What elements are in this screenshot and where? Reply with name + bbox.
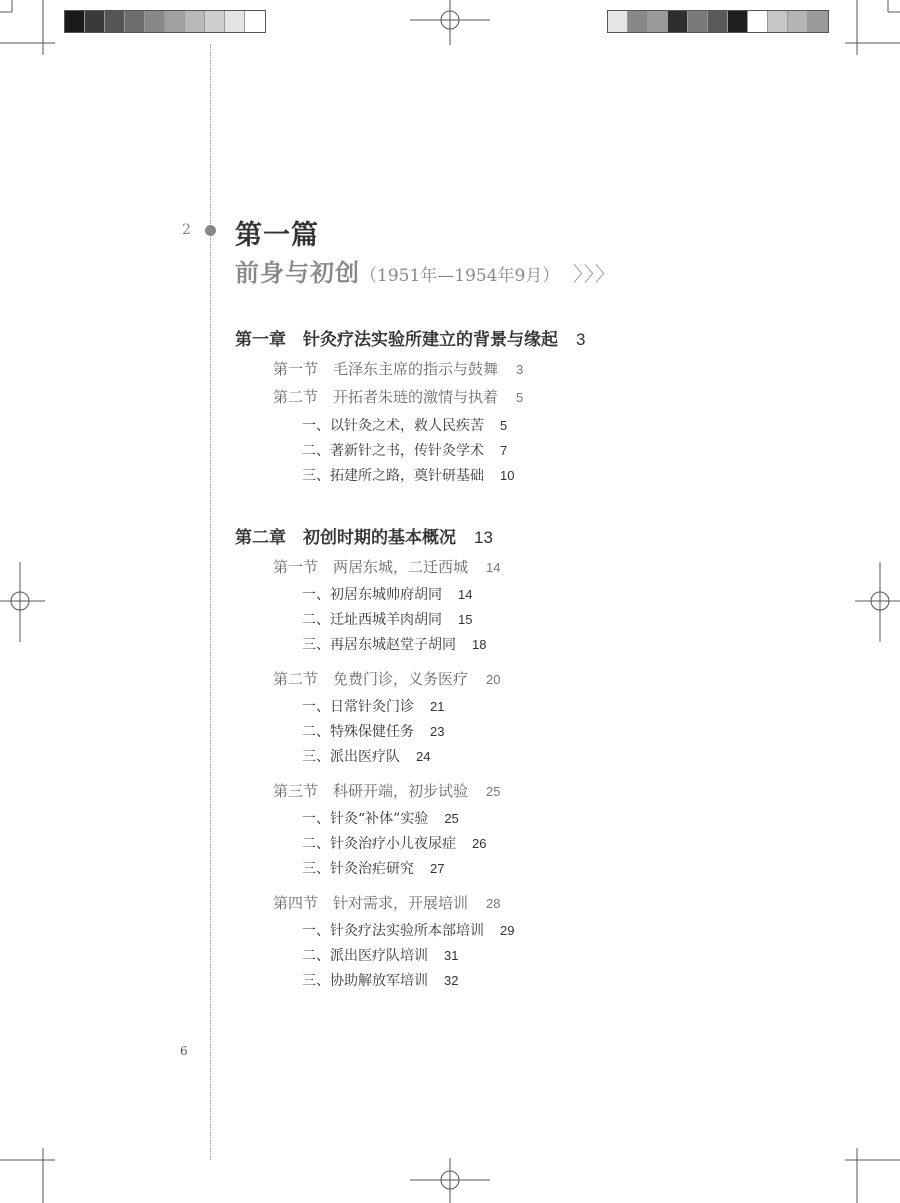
toc-section[interactable] <box>273 668 500 689</box>
item-title: 二、派出医疗队培训 <box>302 948 428 964</box>
page-number: 14 <box>486 560 501 575</box>
page-number: 31 <box>444 948 459 963</box>
toc-item[interactable] <box>302 970 458 990</box>
crop-mark-bottom-left <box>0 1148 55 1203</box>
crop-mark-top-left <box>0 0 55 55</box>
toc-item[interactable] <box>302 584 472 604</box>
item-title: 二、特殊保健任务 <box>302 724 414 740</box>
part-page-number: 2 <box>182 222 191 238</box>
toc-chapter-2[interactable] <box>235 523 493 548</box>
toc-section[interactable] <box>273 386 523 407</box>
registration-mark-left <box>0 562 45 642</box>
toc-section[interactable] <box>273 556 500 577</box>
gutter-dotted-line <box>210 45 211 1160</box>
toc-section[interactable] <box>273 892 500 913</box>
page-number: 3 <box>576 330 586 349</box>
toc-item[interactable] <box>302 945 458 965</box>
toc-item[interactable] <box>302 696 444 716</box>
item-title: 三、再居东城赵堂子胡同 <box>302 637 456 653</box>
item-title: 二、著新针之书，传针灸学术 <box>302 443 484 459</box>
toc-item[interactable] <box>302 634 486 654</box>
page-number: 23 <box>430 724 445 739</box>
toc-item[interactable] <box>302 609 472 629</box>
toc-item[interactable] <box>302 746 430 766</box>
item-title: 一、日常针灸门诊 <box>302 699 414 715</box>
page-number: 20 <box>486 672 501 687</box>
section-title: 第四节 针对需求，开展培训 <box>273 894 469 912</box>
item-title: 一、以针灸之术，救人民疾苦 <box>302 418 484 434</box>
page-number: 28 <box>486 896 501 911</box>
item-title: 二、针灸治疗小儿夜尿症 <box>302 836 456 852</box>
section-title: 第二节 免费门诊，义务医疗 <box>273 670 469 688</box>
crop-mark-top-right <box>845 0 900 55</box>
toc-item[interactable] <box>302 415 507 435</box>
toc-section[interactable] <box>273 358 523 379</box>
part-subtitle-text: 前身与初创 <box>235 258 360 287</box>
section-title: 第一节 两居东城，二迁西城 <box>273 558 469 576</box>
item-title: 三、派出医疗队 <box>302 749 400 765</box>
page-number: 14 <box>458 587 473 602</box>
toc-item[interactable] <box>302 465 514 485</box>
page-number: 5 <box>500 418 508 433</box>
page-number: 32 <box>444 973 459 988</box>
section-title: 第三节 科研开端，初步试验 <box>273 782 469 800</box>
chapter-title: 第二章 初创时期的基本概况 <box>235 528 456 548</box>
bullet-dot-icon <box>205 225 216 236</box>
chapter-title: 第一章 针灸疗法实验所建立的背景与缘起 <box>235 330 558 350</box>
item-title: 三、针灸治疟研究 <box>302 861 414 877</box>
page-number: 27 <box>430 861 445 876</box>
page-number: 7 <box>500 443 508 458</box>
page-number: 15 <box>458 612 473 627</box>
item-title: 二、迁址西城羊肉胡同 <box>302 612 442 628</box>
toc-item[interactable] <box>302 808 459 828</box>
page-number: 24 <box>416 749 431 764</box>
page-number: 21 <box>430 699 445 714</box>
item-title: 三、协助解放军培训 <box>302 973 428 989</box>
section-title: 第二节 开拓者朱琏的激情与执着 <box>273 388 499 406</box>
part-subtitle <box>235 253 616 288</box>
page-number: 29 <box>500 923 515 938</box>
folio: 6 <box>180 1044 188 1058</box>
page-number: 5 <box>516 390 524 405</box>
item-title: 三、拓建所之路，奠针研基础 <box>302 468 484 484</box>
toc-item[interactable] <box>302 858 444 878</box>
chevrons-icon: 〉〉〉 <box>572 262 616 286</box>
part-title: 第一篇 <box>235 220 319 251</box>
page-number: 25 <box>486 784 501 799</box>
page-number: 26 <box>472 836 487 851</box>
page-number: 25 <box>444 811 459 826</box>
registration-mark-bottom <box>410 1158 490 1203</box>
page-number: 13 <box>474 528 493 547</box>
crop-mark-bottom-right <box>845 1148 900 1203</box>
page-number: 10 <box>500 468 515 483</box>
item-title: 一、针灸“补体”实验 <box>302 811 429 827</box>
toc-item[interactable] <box>302 721 444 741</box>
page-number: 18 <box>472 637 487 652</box>
registration-mark-right <box>855 562 900 642</box>
section-title: 第一节 毛泽东主席的指示与鼓舞 <box>273 360 499 378</box>
part-years: （1951年—1954年9月） <box>360 266 551 286</box>
toc-chapter-1[interactable] <box>235 325 585 350</box>
toc-item[interactable] <box>302 440 507 460</box>
toc-item[interactable] <box>302 833 486 853</box>
item-title: 一、针灸疗法实验所本部培训 <box>302 923 484 939</box>
page-number: 3 <box>516 362 524 377</box>
toc-item[interactable] <box>302 920 514 940</box>
registration-mark-top <box>410 0 490 45</box>
toc-section[interactable] <box>273 780 500 801</box>
item-title: 一、初居东城帅府胡同 <box>302 587 442 603</box>
